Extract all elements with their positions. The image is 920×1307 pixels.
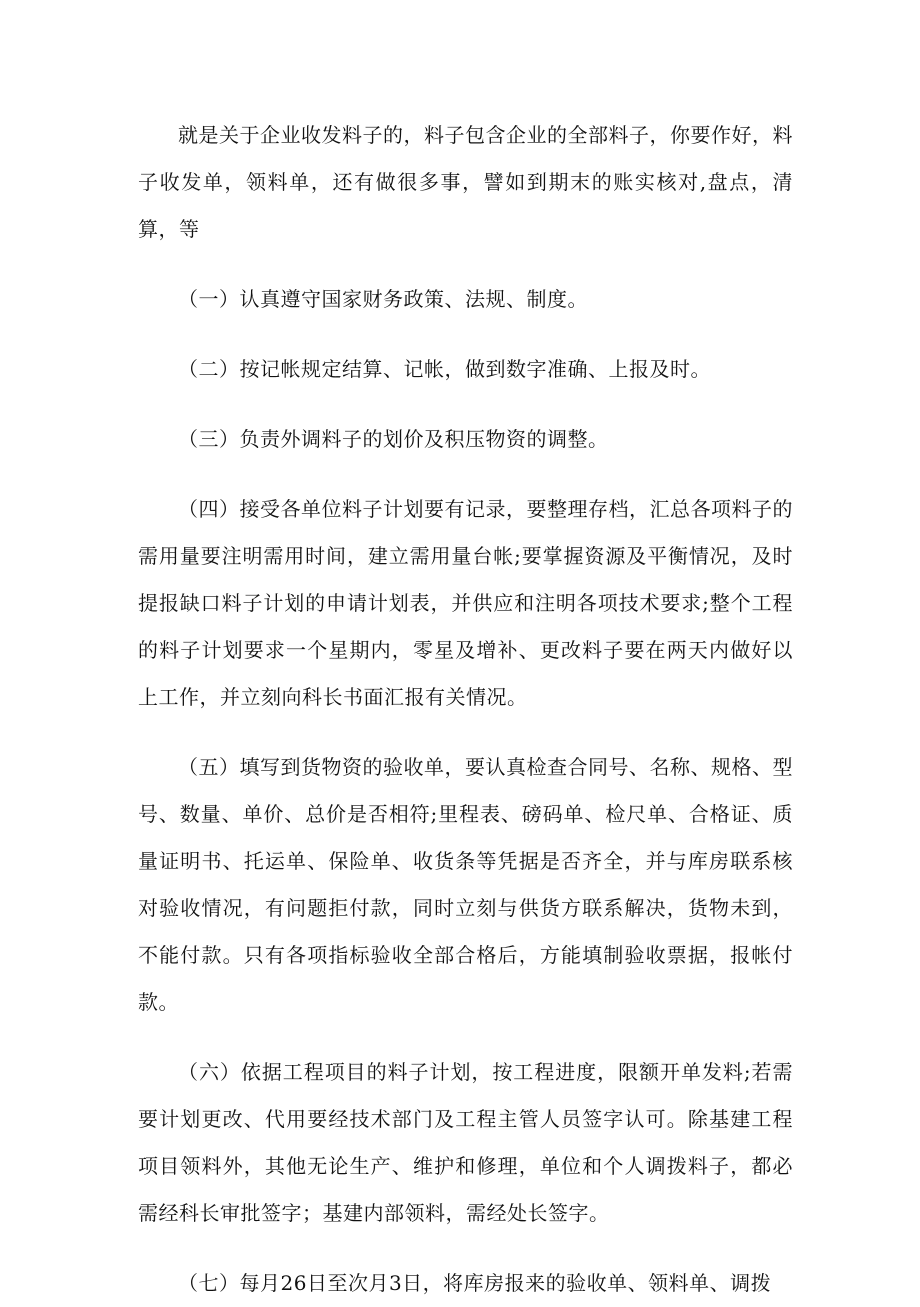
paragraph-item-1: （一）认真遵守国家财务政策、法规、制度。 [178,287,588,311]
paragraph-item-2: （二）按记帐规定结算、记帐，做到数字准确、上报及时。 [178,357,711,381]
paragraph-item-3: （三）负责外调料子的划价及积压物资的调整。 [178,427,609,451]
paragraph-item-5: （五）填写到货物资的验收单，要认真检查合同号、名称、规格、型号、数量、单价、总价是否相符;里程表、磅码单、检尺单、合格证、质量证明书、托运单、保险单、收货条等凭据是否齐全，并与库房联系核对验收情况，有问题拒付款，同时立刻与供货方联系解决，货物未到，不能付款。只有各项指标验收全部合格后，方能填制验收票据，报帐付款。 [138,755,793,1014]
paragraph-intro: 就是关于企业收发料子的，料子包含企业的全部料子，你要作好，料子收发单，领料单，还有做很多事，譬如到期末的账实核对,盘点，清算，等 [138,123,793,241]
paragraph-item-4: （四）接受各单位料子计划要有记录，要整理存档，汇总各项料子的需用量要注明需用时间，建立需用量台帐;要掌握资源及平衡情况，及时提报缺口料子计划的申请计划表，并供应和注明各项技术要求;整个工程的料子计划要求一个星期内，零星及增补、更改料子要在两天内做好以上工作，并立刻向科长书面汇报有关情况。 [138,497,793,709]
paragraph-item-6: （六）依据工程项目的料子计划，按工程进度，限额开单发料;若需要计划更改、代用要经技术部门及工程主管人员签字认可。除基建工程项目领料外，其他无论生产、维护和修理，单位和个人调拨料子，都必需经科长审批签字；基建内部领料，需经处长签字。 [138,1060,793,1225]
paragraph-item-7: （七）每月26日至次月3日，将库房报来的验收单、领料单、调拨 [178,1271,772,1295]
document-body [138,112,793,1307]
